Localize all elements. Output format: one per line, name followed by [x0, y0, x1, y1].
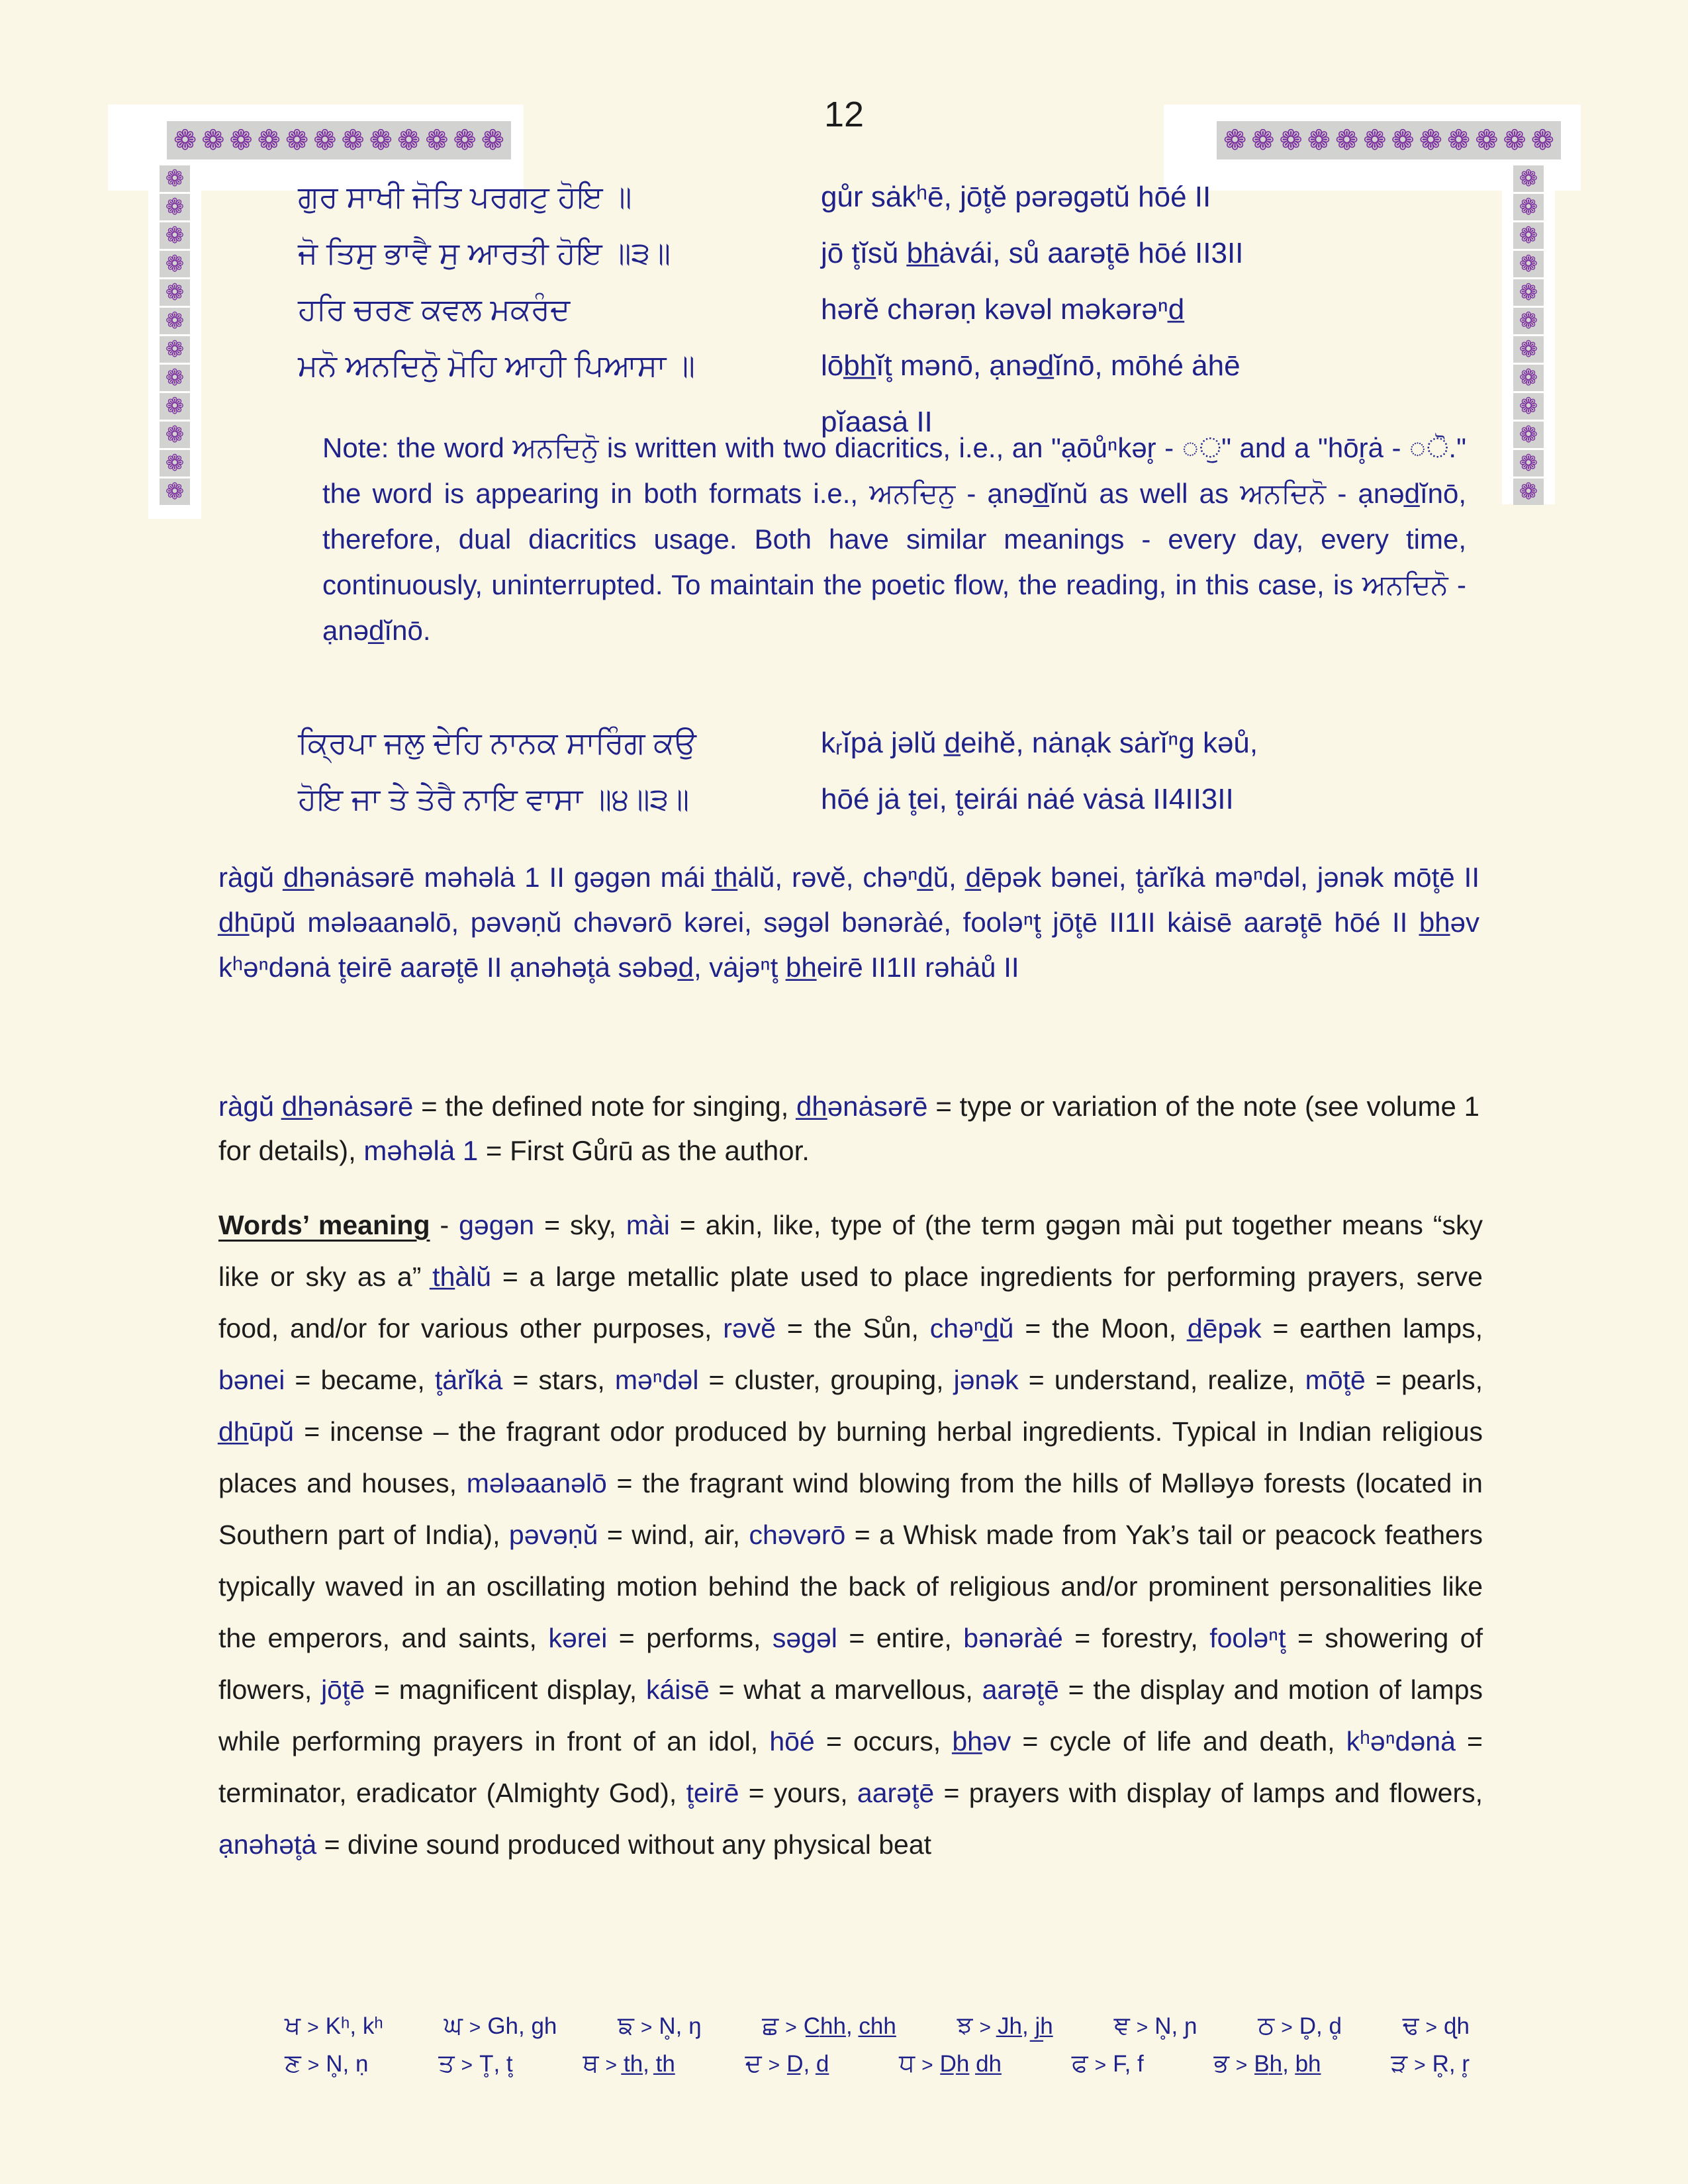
phonetic-entry [762, 2012, 896, 2040]
latin-equivalent: Gh, gh [487, 2013, 557, 2039]
flower-icon: ❁ [1391, 124, 1415, 156]
gurmukhi-letter: ਖ [285, 2012, 301, 2040]
flower-icon: ❁ [1513, 194, 1544, 220]
text-segment: = the Moon, [1025, 1313, 1188, 1343]
text-segment: t̲h̲àlŭ [432, 1261, 502, 1292]
flower-icon: ❁ [1475, 124, 1499, 156]
verse1-gurmukhi [298, 169, 801, 394]
text-segment: mōt̥ē [1305, 1365, 1376, 1395]
arrow-icon: > [1136, 2017, 1149, 2038]
text-segment: = what a marvellous, [718, 1674, 982, 1705]
gurmukhi-letter: ਫ [1071, 2050, 1088, 2077]
verse-line: kᵣĭpȧ jəlŭ d̲eihĕ, nȧnạk sȧrĭⁿg kəů, [821, 727, 1258, 759]
flower-icon: ❁ [1513, 251, 1544, 277]
text-segment: = type or variation of the note (see volume 1 for details), [218, 1091, 1479, 1166]
flower-icon: ❁ [397, 124, 421, 156]
text-segment: = wind, air, [606, 1520, 749, 1550]
text-segment: aarət̥ē [857, 1778, 944, 1808]
flower-icon: ❁ [285, 124, 309, 156]
phonetic-entry [1113, 2012, 1197, 2040]
flower-icon: ❁ [160, 393, 190, 420]
arrow-icon: > [307, 2054, 320, 2076]
text-segment: = cycle of life and death, [1022, 1726, 1346, 1756]
phonetic-entry [444, 2012, 557, 2040]
text-segment: kʰəⁿdənȧ [1346, 1726, 1468, 1756]
arrow-icon: > [605, 2054, 617, 2076]
gurmukhi-letter: ਞ [1113, 2012, 1130, 2040]
arrow-icon: > [768, 2054, 780, 2076]
latin-equivalent: ɖh [1444, 2013, 1470, 2039]
text-segment: jōt̥ē [321, 1674, 374, 1705]
flower-icon: ❁ [425, 124, 449, 156]
latin-equivalent: N̥, ṇ [326, 2051, 369, 2077]
text-segment: rəvĕ [723, 1313, 787, 1343]
phonetic-entry [583, 2050, 675, 2078]
text-segment: = understand, realize, [1028, 1365, 1305, 1395]
flower-icon: ❁ [1279, 124, 1303, 156]
gurmukhi-letter: ਭ [1213, 2050, 1229, 2077]
gurmukhi-letter: ਣ [285, 2050, 301, 2077]
flower-icon: ❁ [453, 124, 477, 156]
flower-icon: ❁ [481, 124, 504, 156]
text-segment: = became, [295, 1365, 435, 1395]
flower-icon: ❁ [1530, 124, 1554, 156]
text-segment: = forestry, [1074, 1623, 1210, 1653]
text-segment: t̥ȧrĭkȧ [434, 1365, 513, 1395]
text-segment: chəvərō [749, 1520, 855, 1550]
flower-icon: ❁ [1223, 124, 1247, 156]
flower-icon: ❁ [160, 251, 190, 277]
gurmukhi-letter: ਦ [745, 2050, 762, 2077]
text-segment: = yours, [748, 1778, 857, 1808]
text-segment: chəⁿd̲ŭ [929, 1313, 1025, 1343]
latin-equivalent: D̲, d̲ [786, 2051, 829, 2077]
text-segment: b̲h̲əv [952, 1726, 1023, 1756]
flower-icon: ❁ [160, 422, 190, 448]
flower-icon: ❁ [1251, 124, 1275, 156]
text-segment: = divine sound produced without any physical beat [324, 1829, 932, 1860]
flower-icon: ❁ [1513, 365, 1544, 391]
flower-icon: ❁ [1513, 308, 1544, 334]
verse-line: ਜੋ ਤਿਸੁ ਭਾਵੈ ਸੁ ਆਰਤੀ ਹੋਇ ॥੩॥ [298, 236, 671, 270]
latin-equivalent: Kʰ, kʰ [325, 2013, 383, 2039]
text-segment: səgəl [772, 1623, 849, 1653]
flower-icon: ❁ [1513, 450, 1544, 477]
text-segment: = a Whisk made from Yak’s tail or peacock feathers typically waved in an oscillating motion behind the back of religious and/or prominent personalities like the emperors, and saints, [218, 1520, 1483, 1653]
flower-icon: ❁ [369, 124, 393, 156]
text-segment: = stars, [512, 1365, 615, 1395]
text-segment: = occurs, [825, 1726, 953, 1756]
gurmukhi-letter: ਧ [899, 2050, 915, 2077]
flower-icon: ❁ [1447, 124, 1471, 156]
text-segment: = cluster, grouping, [708, 1365, 954, 1395]
gurmukhi-letter: ਠ [1258, 2012, 1275, 2040]
verse-line: gůr sȧkʰē, jōt̥ĕ pərəgətŭ hōé II [821, 181, 1211, 213]
text-segment: = magnificent display, [373, 1674, 646, 1705]
text-segment: d̲ēpək [1187, 1313, 1273, 1343]
flower-icon: ❁ [173, 124, 197, 156]
verse-line: ਹਰਿ ਚਰਣ ਕਵਲ ਮਕਰੰਦ [298, 292, 571, 326]
text-segment: = the display and motion of lamps while performing prayers in front of an idol, [218, 1674, 1483, 1756]
latin-equivalent: F, f [1113, 2051, 1144, 2077]
phonetic-entry [1391, 2050, 1470, 2078]
text-segment: = showering of flowers, [218, 1623, 1483, 1705]
flower-icon: ❁ [1513, 336, 1544, 363]
raag-explanation-paragraph [218, 1084, 1479, 1173]
phonetic-entry [1214, 2050, 1321, 2078]
flower-icon: ❁ [201, 124, 225, 156]
text-segment: mài [626, 1210, 680, 1240]
verse2-gurmukhi [298, 715, 801, 827]
flower-icon: ❁ [160, 336, 190, 363]
verse-line: jō t̥ĭsŭ b̲h̲ȧvái, sů aarət̥ē hōé II3II [821, 237, 1244, 269]
flower-icon: ❁ [1419, 124, 1442, 156]
text-segment: d̲h̲ənȧsərē [796, 1091, 936, 1122]
text-segment: = a large metallic plate used to place ingredients for performing prayers, serve food, and/or for various other purposes, [218, 1261, 1483, 1343]
gurmukhi-letter: ਝ [957, 2012, 973, 2040]
flower-icon: ❁ [1513, 393, 1544, 420]
flower-icon: ❁ [1503, 124, 1526, 156]
flower-icon: ❁ [1513, 478, 1544, 505]
text-segment: aarət̥ē [982, 1674, 1068, 1705]
phonetic-entry [957, 2012, 1053, 2040]
gurmukhi-letter: ਢ [1402, 2012, 1419, 2040]
text-segment: pəvəṇŭ [508, 1520, 607, 1550]
gurmukhi-letter: ਘ [444, 2012, 463, 2040]
arrow-icon: > [1094, 2054, 1107, 2076]
flower-icon: ❁ [1513, 279, 1544, 306]
verse-line: pĭaasȧ II [821, 406, 933, 438]
verse-line: ਮਨੋ ਅਨਦਿਨੁੋ ਮੋਹਿ ਆਹੀ ਪਿਆਸਾ ॥ [298, 348, 696, 383]
flower-icon: ❁ [160, 308, 190, 334]
flower-icon: ❁ [313, 124, 337, 156]
flower-icon: ❁ [160, 365, 190, 391]
flower-icon: ❁ [1513, 165, 1544, 192]
flower-icon: ❁ [160, 194, 190, 220]
arrow-icon: > [1414, 2054, 1426, 2076]
text-segment: = earthen lamps, [1272, 1313, 1483, 1343]
text-segment: fooləⁿt̥ [1209, 1623, 1297, 1653]
flower-icon: ❁ [1335, 124, 1359, 156]
arrow-icon: > [307, 2017, 319, 2038]
text-segment: kərei [548, 1623, 619, 1653]
arrow-icon: > [1425, 2017, 1438, 2038]
arrow-icon: > [979, 2017, 992, 2038]
phonetic-key-row [285, 2012, 1470, 2040]
text-segment: hōé [769, 1726, 826, 1756]
flower-icon: ❁ [160, 165, 190, 192]
text-segment: = performs, [618, 1623, 773, 1653]
text-segment: = pearls, [1375, 1365, 1483, 1395]
text-segment: - [430, 1210, 459, 1240]
text-segment: ràgŭ d̲h̲ənȧsərē [218, 1091, 422, 1122]
text-segment: = terminator, eradicator (Almighty God), [218, 1726, 1483, 1808]
text-segment: = sky, [544, 1210, 626, 1240]
flower-icon: ❁ [1307, 124, 1331, 156]
text-segment: t̥eirē [686, 1778, 749, 1808]
latin-equivalent: D̥, d̥ [1299, 2013, 1342, 2039]
phonetic-entry [899, 2050, 1002, 2078]
gurmukhi-letter: ਙ [618, 2012, 634, 2040]
gurmukhi-letter: ਤ [438, 2050, 455, 2077]
verse-line: hərĕ chərəṇ kəvəl məkərəⁿd̲ [821, 293, 1185, 326]
latin-equivalent: C̲h̲h̲, c̲h̲h̲ [803, 2013, 896, 2039]
latin-equivalent: N̥, ŋ [659, 2013, 702, 2039]
flower-icon: ❁ [160, 450, 190, 477]
arrow-icon: > [469, 2017, 481, 2038]
text-segment: = the Sůn, [786, 1313, 930, 1343]
text-segment: jənək [953, 1365, 1029, 1395]
arrow-icon: > [785, 2017, 797, 2038]
flower-icon: ❁ [160, 279, 190, 306]
text-segment: məhəlȧ 1 [363, 1135, 486, 1166]
arrow-icon: > [921, 2054, 933, 2076]
phonetic-entry [1403, 2012, 1470, 2040]
flower-icon: ❁ [257, 124, 281, 156]
latin-equivalent: J̲h̲, j̲h̲ [998, 2013, 1053, 2039]
flower-ornament-strip-top-left [167, 121, 511, 159]
text-segment: = prayers with display of lamps and flowers, [943, 1778, 1483, 1808]
flower-icon: ❁ [160, 222, 190, 249]
text-segment: = incense – the fragrant odor produced by burning herbal ingredients. Typical in Indian religious places and houses, [218, 1416, 1483, 1498]
flower-ornament-column-left [148, 160, 201, 519]
words-meaning-paragraph [218, 1199, 1483, 1870]
text-segment: bənəràé [963, 1623, 1075, 1653]
text-segment: məⁿdəl [614, 1365, 709, 1395]
flower-ornament-column-right [1502, 160, 1555, 504]
flower-icon: ❁ [1513, 222, 1544, 249]
arrow-icon: > [640, 2017, 653, 2038]
text-segment: gəgən [459, 1210, 545, 1240]
text-segment: Words’ meaning [218, 1210, 430, 1240]
verse1-transliteration [821, 169, 1483, 450]
gurmukhi-letter: ਥ [583, 2050, 599, 2077]
flower-icon: ❁ [1363, 124, 1387, 156]
text-segment: = the fragrant wind blowing from the hills of Məlləyə forests (located in Southern part of India), [218, 1468, 1483, 1550]
flower-icon: ❁ [160, 478, 190, 505]
latin-equivalent: R̥, r̥ [1432, 2051, 1470, 2077]
verse-line: lōb̲h̲ĭt̥ mənō, ạnəd̲ĭnō, mōhé ȧhē [821, 349, 1241, 382]
phonetic-entry [1258, 2012, 1342, 2040]
phonetic-entry [285, 2050, 368, 2078]
flower-icon: ❁ [229, 124, 253, 156]
text-segment: = akin, like, type of (the term gəgən mài put together means “sky like or sky as a” [218, 1210, 1483, 1292]
text-segment: d̲h̲ūpŭ [218, 1416, 305, 1447]
phonetic-key-table [285, 2012, 1470, 2087]
phonetic-entry [745, 2050, 829, 2078]
text-segment: bənei [218, 1365, 295, 1395]
latin-equivalent: D̲h̲ d̲h̲ [939, 2051, 1002, 2077]
text-segment: mələaanəlō [466, 1468, 617, 1498]
arrow-icon: > [1281, 2017, 1293, 2038]
text-segment: káisē [645, 1674, 719, 1705]
verse-line: ਕ੍ਰਿਪਾ ਜਲੁ ਦੇਹਿ ਨਾਨਕ ਸਾਰਿੰਗ ਕਉ [298, 725, 696, 760]
phonetic-entry [285, 2012, 383, 2040]
phonetic-entry [438, 2050, 512, 2078]
page-number: 12 [823, 95, 865, 134]
text-segment: = First Gůrū as the author. [485, 1135, 810, 1166]
latin-equivalent: T̥, t̥ [479, 2051, 513, 2077]
phonetic-key-row [285, 2050, 1470, 2078]
phonetic-entry [618, 2012, 701, 2040]
gurmukhi-letter: ੜ [1391, 2050, 1408, 2077]
phonetic-entry [1072, 2050, 1144, 2078]
arrow-icon: > [461, 2054, 473, 2076]
verse-line: ਗੁਰ ਸਾਖੀ ਜੋਤਿ ਪਰਗਟੁ ਹੋਇ ॥ [298, 179, 632, 214]
text-segment: ạnəhət̥ȧ [218, 1829, 324, 1860]
text-segment: = entire, [849, 1623, 964, 1653]
latin-equivalent: N̥, ɲ [1154, 2013, 1197, 2039]
verse-line: ਹੋਇ ਜਾ ਤੇ ਤੇਰੈ ਨਾਇ ਵਾਸਾ ॥੪॥੩॥ [298, 782, 690, 816]
note-paragraph: Note: the word ਅਨਦਿਨੁੋ is written with two diacritics, i.e., an "ạōůⁿkər̥ - ◌ੁ" and a "hōr̥ȧ - ◌ੋ." the word is appearing in both formats i.e., ਅਨਦਿਨੁ - ạnəd̲ĭnŭ as well as ਅਨਦਿਨੋ - ạnəd̲ĭnō, therefore, dual diacritics usage. Both have similar meanings - every day, every time, continuously, uninterrupted. To maintain the poetic flow, the reading, in this case, is ਅਨਦਿਨੋ - ạnəd̲ĭnō. [322, 432, 1466, 646]
verse-line: hōé jȧ t̥ei, t̥eirái nȧé vȧsȧ II4II3II [821, 783, 1234, 815]
latin-equivalent: t̲h̲, t̲h̲ [623, 2051, 675, 2077]
text-segment: = the defined note for singing, [421, 1091, 797, 1122]
latin-equivalent: B̲h̲, b̲h̲ [1254, 2051, 1321, 2077]
verse2-transliteration [821, 715, 1483, 827]
flower-ornament-strip-top-right [1217, 121, 1561, 159]
gurmukhi-letter: ਛ [762, 2012, 779, 2040]
arrow-icon: > [1235, 2054, 1248, 2076]
flower-icon: ❁ [341, 124, 365, 156]
raag-transliteration-paragraph: ràgŭ d̲h̲ənȧsərē məhəlȧ 1 II gəgən mái t̲h̲ȧlŭ, rəvĕ, chəⁿd̲ŭ, d̲ēpək bənei, t̥ȧrĭkȧ məⁿdəl, jənək mōt̥ē II d̲h̲ūpŭ mələaanəlō, pəvəṇŭ chəvərō kərei, səgəl bənəràé, fooləⁿt̥ jōt̥ē II1II kȧisē aarət̥ē hōé II b̲h̲əv kʰəⁿdənȧ t̥eirē aarət̥ē II ạnəhət̥ȧ səbəd̲, vȧjəⁿt̥ b̲h̲eirē II1II rəhȧů II [218, 862, 1479, 983]
flower-icon: ❁ [1513, 422, 1544, 448]
